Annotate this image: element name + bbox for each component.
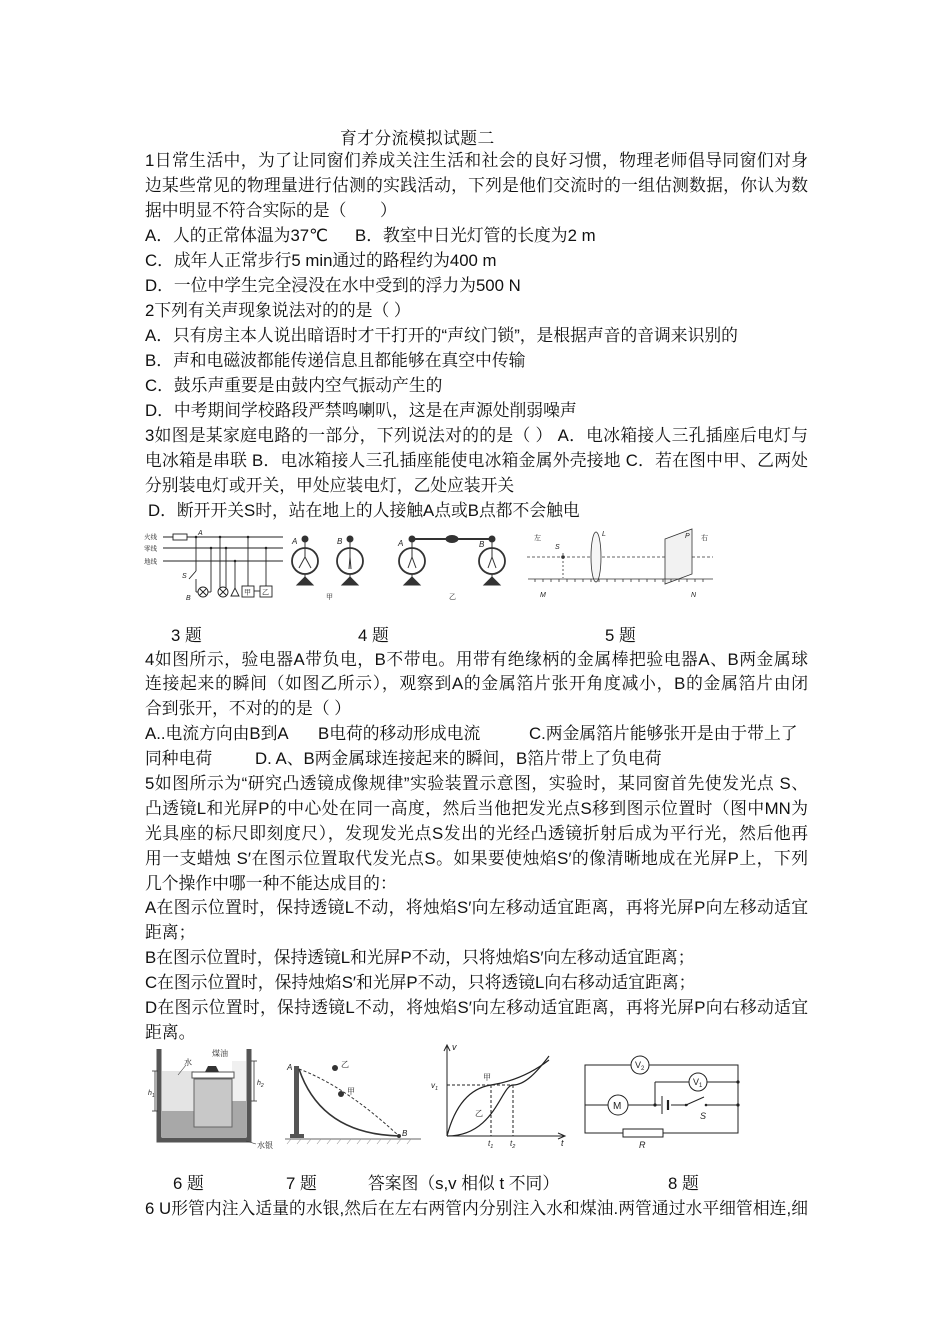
x-axis-label: t (561, 1138, 564, 1148)
q6-line: 6 U形管内注入适量的水银,然后在左右两管内分别注入水和煤油.两管通过水平细管相连,细 (145, 1199, 808, 1218)
q2-option-a: A．只有房主本人说出暗语时才干打开的“声纹门锁”，是根据声音的音调来识别的 (145, 325, 738, 345)
q3-line: 3如图是某家庭电路的一部分，下列说法对的的是（ ） A．电冰箱接人三孔插座后电灯与 (145, 425, 808, 445)
water-column (162, 1071, 194, 1111)
point-b-label: B (402, 1129, 408, 1138)
lens-experiment-figure (525, 527, 715, 601)
q4-option-d: D. A、B两金属球连接起来的瞬间，B箔片带上了负电荷 (255, 749, 662, 769)
lens-label: L (602, 531, 606, 538)
middle-wall (194, 1079, 232, 1127)
q5-option-line: A在图示位置时，保持透镜L不动，将烛焰S′向左移动适宜距离，再将光屏P向左移动适宜 (145, 898, 808, 918)
figure-4-caption: 4 题 (358, 626, 389, 645)
three-hole-socket (231, 588, 239, 596)
q2-option-b: B．声和电磁波都能传递信息且都能够在真空中传输 (145, 350, 526, 370)
q4-options-abc (145, 722, 808, 747)
q5-option-line: 距离； (145, 923, 196, 943)
q1-option-a: A．人的正常体温为37℃ (145, 225, 328, 245)
source-label: S (555, 544, 560, 551)
q1-option-d: D．一位中学生完全浸没在水中受到的浮力为500 N (145, 275, 521, 295)
point-a-label: A (287, 1063, 293, 1072)
questions-4-5 (145, 648, 808, 1046)
q3-line: 电冰箱是串联 B．电冰箱接人三孔插座能使电冰箱金属外壳接地 C．若在图中甲、乙两处 (145, 450, 808, 470)
curve-yi-label: 乙 (475, 1109, 483, 1118)
q4-line: 连接起来的瞬间（如图乙所示），观察到A的金属箔片张开角度减小，B的金属箔片由闭 (145, 674, 808, 694)
voltmeter-v2-label: $V_2$ (635, 1060, 645, 1072)
answer-graph-caption: 答案图（s,v 相似 t 不同） (368, 1174, 560, 1193)
q1-options-ab (145, 223, 808, 248)
q2-option-c: C．鼓乐声重要是由鼓内空气振动产生的 (145, 375, 443, 395)
figure-5-caption: 5 题 (605, 626, 636, 645)
h1-label: $h_1$ (148, 1090, 155, 1099)
box-yi-label: 乙 (262, 589, 269, 597)
point-a-label: A (198, 530, 203, 537)
ruler-n-label: N (691, 592, 697, 599)
q5-option-line: B在图示位置时，保持透镜L和光屏P不动，只将烛焰S′向左移动适宜距离； (145, 948, 695, 968)
jia-caption: 甲 (326, 594, 333, 601)
q5-line: 凸透镜L和光屏P的中心处在同一高度，然后当他把发光点S移到图示位置时（图中MN为 (145, 798, 808, 818)
t1-label: $t_1$ (488, 1139, 494, 1150)
curved-track (299, 1069, 399, 1136)
yi-a-label: A (398, 539, 404, 548)
q5-line: 5如图所示为“研究凸透镜成像规律”实验装置示意图，实验时，某同窗首先使发光点 S、 (145, 773, 808, 793)
figure-8-caption: 8 题 (668, 1174, 699, 1193)
q4-option-a: A..电流方向由B到A (145, 724, 289, 744)
q4-option-b: B电荷的移动形成电流 (318, 724, 481, 744)
ball-yi (332, 1065, 338, 1071)
answer-graph-figure (425, 1040, 570, 1148)
yi-b-label: B (479, 540, 485, 549)
figure-3-caption: 3 题 (171, 626, 202, 645)
q3-line: D．断开开关S时，站在地上的人接触A点或B点都不会触电 (148, 500, 580, 520)
question-6 (145, 1196, 808, 1221)
q4-line: 4如图所示，验电器A带负电，B不带电。用带有绝缘柄的金属棒把验电器A、B两金属球 (145, 649, 808, 669)
q2-option-d: D．中考期间学校路段严禁鸣喇叭，这是在声源处削弱噪声 (145, 400, 577, 420)
valve (205, 1066, 219, 1072)
ruler-m-label: M (540, 592, 546, 599)
q1-stem-line: 据中明显不符合实际的是（ ） (145, 200, 397, 220)
ball-jia (338, 1091, 344, 1097)
q5-option-line: C在图示位置时，保持烛焰S′和光屏P不动，只将透镜L向右移动适宜距离； (145, 973, 696, 993)
yi-caption: 乙 (449, 594, 456, 601)
q5-option-line: 距离。 (145, 1022, 196, 1042)
q2-stem: 2下列有关声现象说法对的的是（ ） (145, 300, 411, 320)
path-yi-label: 乙 (341, 1060, 349, 1069)
resistor-label: R (639, 1140, 646, 1150)
q3-line: 分别装电灯或开关，甲处应装电灯，乙处应装开关 (145, 475, 515, 495)
box-jia-label: 甲 (244, 589, 251, 597)
q5-line: 用一支蜡烛 S′在图示位置取代发光点S。如果要使烛焰S′的像清晰地成在光屏P上，下列 (145, 848, 808, 868)
figure-7-caption: 7 题 (286, 1174, 317, 1193)
resistor (623, 1129, 663, 1137)
motor-label: M (613, 1101, 622, 1112)
light-source-point (562, 556, 565, 559)
water-label: 水 (184, 1058, 192, 1067)
fuse (173, 534, 187, 540)
neutral-wire-label: 零线 (144, 545, 157, 553)
q4-options-cd (145, 747, 808, 772)
mercury-label: 水银 (257, 1141, 273, 1150)
right-label: 右 (701, 535, 708, 542)
switch-label: S (182, 573, 187, 580)
y-axis-label: v (452, 1042, 457, 1052)
q5-option-line: D在图示位置时，保持透镜L不动，将烛焰S′向左移动适宜距离，再将光屏P向右移动适宜 (145, 997, 808, 1017)
point-b-label: B (186, 595, 191, 602)
electroscope-figure (285, 530, 517, 602)
insulating-handle (446, 536, 458, 543)
ground-wire-label: 地线 (144, 558, 157, 566)
q1-option-b: B．教室中日光灯管的长度为2 m (355, 225, 596, 245)
path-jia-label: 甲 (347, 1087, 355, 1096)
curve-jia (447, 1056, 549, 1136)
jia-b-label: B (337, 537, 343, 546)
voltmeter-v1-label: $V_1$ (693, 1077, 703, 1089)
q5-line: 光具座的标尺即刻度尺），发现发光点S发出的光经凸透镜折射后成为平行光，然后他再 (145, 823, 808, 843)
page-title: 育才分流模拟试题二 (340, 128, 495, 148)
household-circuit-figure (143, 529, 285, 603)
q1-stem-line: 1日常生活中，为了让同窗们养成关注生活和社会的良好习惯，物理老师倡导同窗们对身 (145, 150, 808, 170)
q1-option-c: C．成年人正常步行5 min通过的路程约为400 m (145, 250, 497, 270)
curve-yi (447, 1060, 549, 1136)
connecting-tube (192, 1072, 234, 1078)
convex-lens (591, 532, 601, 582)
u-tube-figure (148, 1045, 280, 1150)
switch-label: S (700, 1111, 707, 1121)
kerosene-column (232, 1061, 246, 1101)
q4-line: 合到张开，不对的的是（ ） (145, 699, 352, 719)
support-pole (294, 1066, 299, 1136)
q4-option-c-continued: 同种电荷 (145, 749, 213, 769)
q5-line: 几个操作中哪一种不能达成目的： (145, 873, 397, 893)
screen-label: P (685, 533, 690, 540)
jia-a-label: A (292, 537, 298, 546)
q4-option-c: C.两金属箔片能够张开是由于带上了 (529, 724, 798, 744)
live-wire-label: 火线 (144, 534, 157, 541)
left-label: 左 (534, 535, 541, 542)
v1-label: $v_1$ (431, 1081, 439, 1092)
figure-6-caption: 6 题 (173, 1174, 204, 1193)
t2-label: $t_2$ (510, 1139, 516, 1150)
motor-circuit-figure (578, 1050, 743, 1150)
q1-stem-line: 边某些常见的物理量进行估测的实践活动，下列是他们交流时的一组估测数据，你认为数 (145, 175, 808, 195)
curve-jia-label: 甲 (483, 1073, 491, 1082)
switch-blade (189, 571, 196, 579)
questions-1-3 (145, 148, 808, 523)
h2-label: $h_2$ (257, 1080, 264, 1089)
ramp-figure (285, 1056, 425, 1150)
kerosene-label: 煤油 (212, 1049, 228, 1058)
